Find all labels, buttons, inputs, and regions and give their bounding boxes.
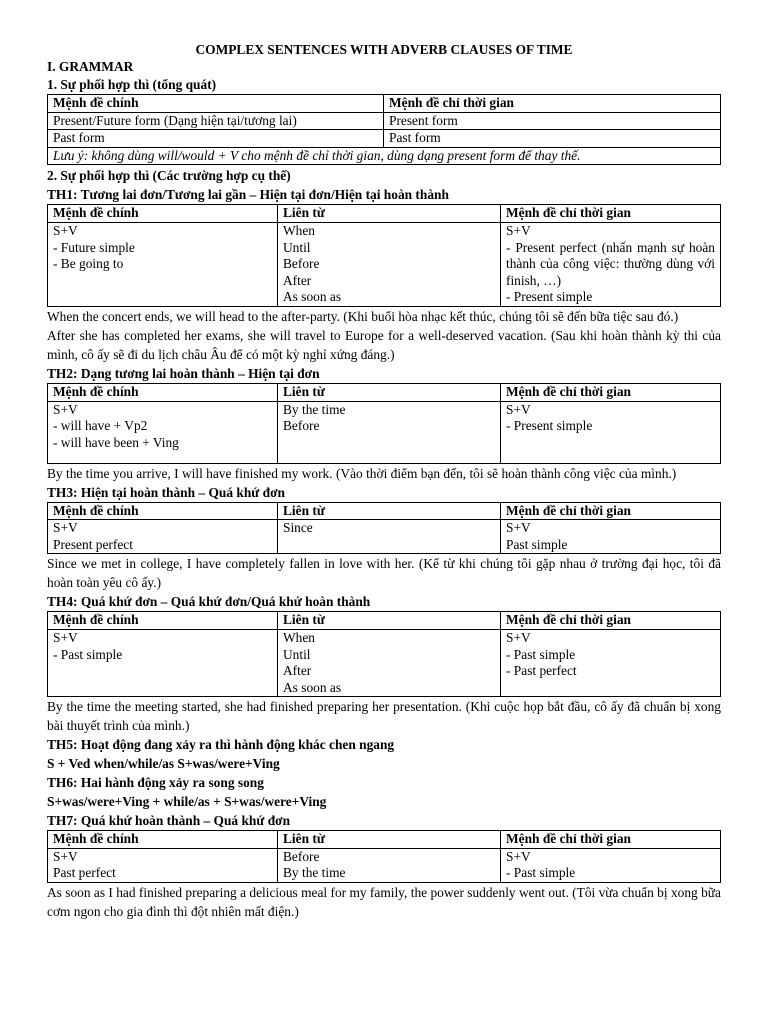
th3-table [47,502,721,555]
cell-line: After [283,663,312,679]
cell-line: - Past simple [506,865,576,881]
example-sentence: By the time the meeting started, she had finished preparing her presentation. (Khi cuộc họp bắt đầu, cô ấy đã chuẩn bị xong bài thuyết trình của mình.) [47,699,721,734]
th5-formula: S + Ved when/while/as S+was/were+Ving [47,756,280,772]
table-header: Liên từ [278,502,501,520]
th1-table [47,204,721,307]
th2-heading: TH2: Dạng tương lai hoàn thành – Hiện tại đơn [47,365,320,381]
th7-table [47,830,721,883]
cell-line: S+V [53,848,78,864]
table-header: Mệnh đề chính [48,502,278,520]
cell-line: Before [283,418,320,434]
cell-line: S+V [506,520,531,536]
cell-line: S+V [53,520,78,536]
table-header: Mệnh đề chỉ thời gian [501,612,721,630]
cell-line: As soon as [283,289,342,305]
time-clause-cell [501,222,721,306]
cell-line: Past simple [506,536,568,552]
th4-heading: TH4: Quá khứ đơn – Quá khứ đơn/Quá khứ hoàn thành [47,594,371,610]
cell-line: S+V [53,401,78,417]
table-row [48,222,721,306]
cell-line: S+V [53,222,78,238]
table-header: Mệnh đề chính [48,205,278,223]
table-row [48,520,721,554]
table-row [48,112,721,130]
cell-line: S+V [506,848,531,864]
table-header: Mệnh đề chỉ thời gian [501,502,721,520]
cell-line: S+V [506,401,531,417]
document-page [47,42,721,921]
conjunction-cell [278,222,501,306]
cell-line: Since [283,520,313,536]
cell-line: Past perfect [53,865,116,881]
cell-line: Until [283,239,311,255]
cell-line: S+V [506,222,531,238]
part1-heading: 1. Sự phối hợp thì (tổng quát) [47,77,217,92]
cell-line: - Be going to [53,256,124,272]
th7-heading: TH7: Quá khứ hoàn thành – Quá khứ đơn [47,813,291,829]
table-header: Mệnh đề chính [48,831,278,849]
part2-heading: 2. Sự phối hợp thì (Các trường hợp cụ thể) [47,168,291,184]
conjunction-cell [278,520,501,554]
main-clause-cell [48,520,278,554]
cell-line: - Past perfect [506,663,577,679]
time-clause-cell [501,629,721,696]
cell-line: Present perfect [53,536,133,552]
example-sentence: When the concert ends, we will head to the after-party. (Khi buổi hòa nhạc kết thúc, chúng tôi sẽ đến bữa tiệc sau đó.) [47,308,679,324]
cell-line: - Present perfect (nhấn mạnh sự hoàn thành của công việc: thường dùng với finish, …) [506,239,715,288]
time-clause-cell [501,401,721,463]
th5-heading: TH5: Hoạt động đang xảy ra thì hành động khác chen ngang [47,737,395,753]
table-cell: Present/Future form (Dạng hiện tại/tương lai) [48,112,384,130]
example-sentence: After she has completed her exams, she will travel to Europe for a well-deserved vacation. (Sau khi hoàn thành kỳ thi của mình, cô ấy sẽ đi du lịch châu Âu để có một kỳ nghỉ xứng đáng.) [47,327,721,362]
general-tense-table [47,94,721,165]
cell-line: - will have been + Ving [53,434,179,450]
table-cell: Present form [384,112,721,130]
th6-heading: TH6: Hai hành động xảy ra song song [47,775,264,791]
cell-line: - Past simple [506,646,576,662]
cell-line: By the time [283,401,346,417]
th4-table [47,611,721,697]
main-clause-cell [48,848,278,882]
th6-formula: S+was/were+Ving + while/as + S+was/were+Ving [47,794,327,810]
table-cell: Past form [48,130,384,148]
table-header: Mệnh đề chỉ thời gian [384,95,721,113]
table-header: Liên từ [278,612,501,630]
table-note: Lưu ý: không dùng will/would + V cho mệnh đề chỉ thời gian, dùng dạng present form để thay thế. [48,147,721,165]
cell-line: Before [283,848,320,864]
table-header: Mệnh đề chỉ thời gian [501,205,721,223]
cell-line: Before [283,256,320,272]
cell-line: - Present simple [506,418,593,434]
table-header: Mệnh đề chính [48,383,278,401]
cell-line: - Future simple [53,239,135,255]
example-sentence: As soon as I had finished preparing a delicious meal for my family, the power suddenly went out. (Tôi vừa chuẩn bị xong bữa cơm ngon cho gia đình thì đột nhiên mất điện.) [47,885,721,920]
example-sentence: Since we met in college, I have completely fallen in love with her. (Kể từ khi chúng tôi gặp nhau ở trường đại học, tôi đã hoàn toàn yêu cô ấy.) [47,556,721,591]
table-header: Liên từ [278,383,501,401]
conjunction-cell [278,401,501,463]
cell-line: S+V [506,629,531,645]
cell-line: After [283,272,312,288]
cell-line: - Present simple [506,289,593,305]
main-clause-cell [48,222,278,306]
time-clause-cell [501,520,721,554]
table-header: Liên từ [278,205,501,223]
example-sentence: By the time you arrive, I will have finished my work. (Vào thời điểm bạn đến, tôi sẽ hoàn thành công việc của mình.) [47,465,677,481]
main-clause-cell [48,629,278,696]
table-row [48,401,721,463]
table-row [48,848,721,882]
conjunction-cell [278,629,501,696]
table-cell: Past form [384,130,721,148]
table-row [48,629,721,696]
cell-line: S+V [53,629,78,645]
table-header: Liên từ [278,831,501,849]
cell-line: When [283,222,315,238]
conjunction-cell [278,848,501,882]
table-header: Mệnh đề chỉ thời gian [501,831,721,849]
cell-line: Until [283,646,311,662]
th3-heading: TH3: Hiện tại hoàn thành – Quá khứ đơn [47,484,285,500]
table-row [48,130,721,148]
main-clause-cell [48,401,278,463]
cell-line: As soon as [283,679,342,695]
cell-line: - Past simple [53,646,123,662]
page-title: COMPLEX SENTENCES WITH ADVERB CLAUSES OF TIME [195,42,573,57]
th1-heading: TH1: Tương lai đơn/Tương lai gần – Hiện tại đơn/Hiện tại hoàn thành [47,187,449,203]
section-heading: I. GRAMMAR [47,59,134,74]
table-header: Mệnh đề chính [48,612,278,630]
table-header: Mệnh đề chỉ thời gian [501,383,721,401]
cell-line: When [283,629,315,645]
time-clause-cell [501,848,721,882]
cell-line: By the time [283,865,346,881]
th2-table [47,383,721,464]
cell-line: - will have + Vp2 [53,418,148,434]
table-row [48,147,721,165]
table-header: Mệnh đề chính [48,95,384,113]
